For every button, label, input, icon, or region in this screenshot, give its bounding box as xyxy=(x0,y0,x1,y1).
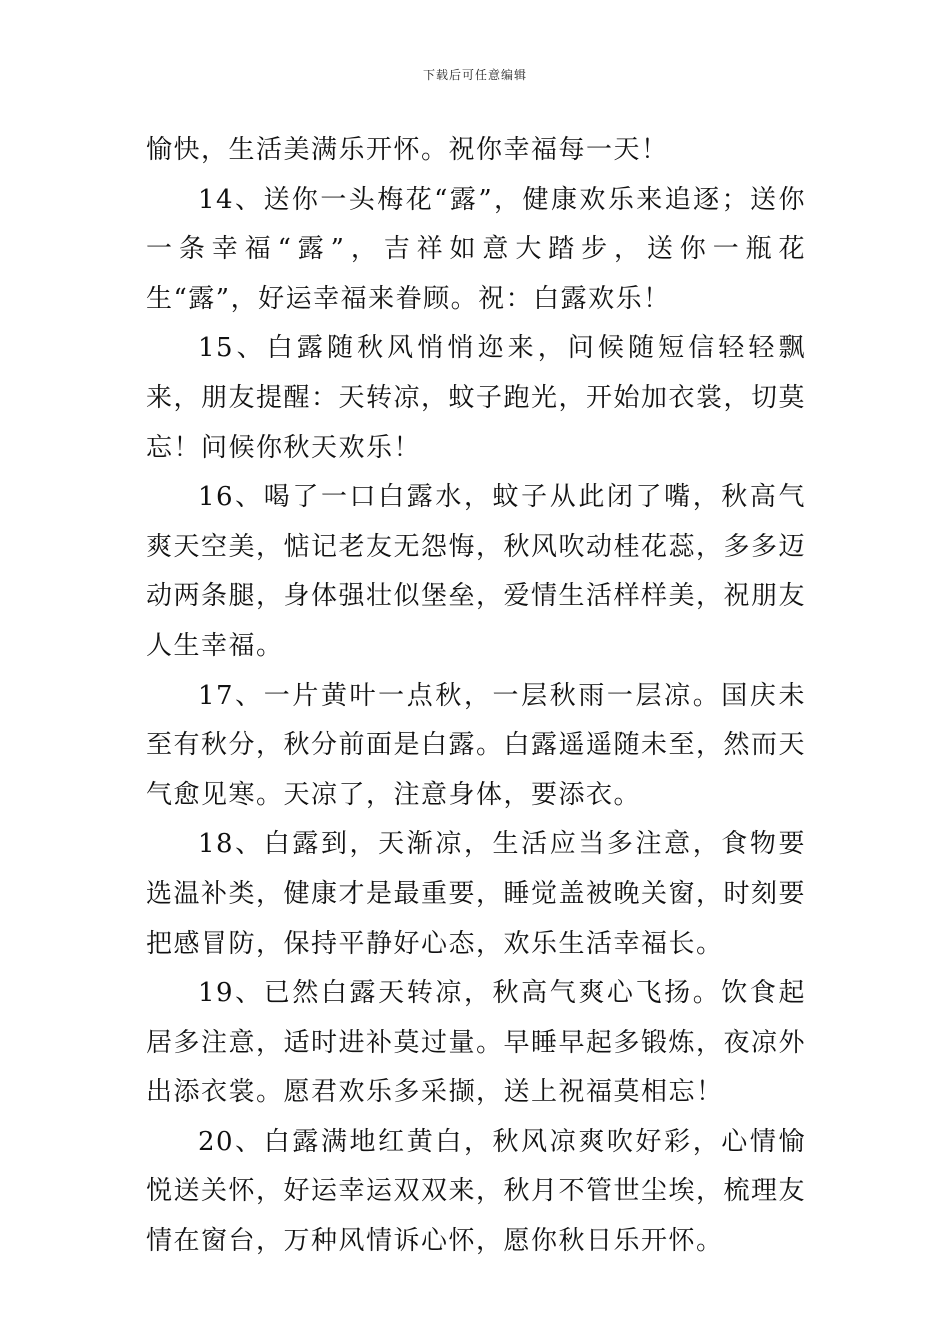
paragraph-item-16: 16、喝了一口白露水，蚊子从此闭了嘴，秋高气爽天空美，惦记老友无怨悔，秋风吹动桂花蕊，多多迈动两条腿，身体强壮似堡垒，爱情生活样样美，祝朋友人生幸福。 xyxy=(146,482,807,661)
paragraph-item-20: 20、白露满地红黄白，秋风凉爽吹好彩，心情愉悦送关怀，好运幸运双双来，秋月不管世尘埃，梳理友情在窗台，万种风情诉心怀，愿你秋日乐开怀。 xyxy=(146,1126,807,1257)
paragraph-continuation: 愉快，生活美满乐开怀。祝你幸福每一天！ xyxy=(146,135,669,165)
document-body xyxy=(146,126,806,1267)
paragraph-item-14: 14、送你一头梅花“露”，健康欢乐来追逐；送你一条幸福“露”，吉祥如意大踏步，送你一瓶花生“露”，好运幸福来眷顾。祝：白露欢乐！ xyxy=(146,184,806,314)
paragraph-item-18: 18、白露到，天渐凉，生活应当多注意，食物要选温补类，健康才是最重要，睡觉盖被晚关窗，时刻要把感冒防，保持平静好心态，欢乐生活幸福长。 xyxy=(146,829,807,959)
paragraph-item-15: 15、白露随秋风悄悄迩来，问候随短信轻轻飘来，朋友提醒：天转凉，蚊子跑光，开始加衣裳，切莫忘！问候你秋天欢乐！ xyxy=(146,333,807,463)
paragraph-item-19: 19、已然白露天转凉，秋高气爽心飞扬。饮食起居多注意，适时进补莫过量。早睡早起多锻炼，夜凉外出添衣裳。愿君欢乐多采撷，送上祝福莫相忘！ xyxy=(146,978,807,1108)
paragraph-item-17: 17、一片黄叶一点秋，一层秋雨一层凉。国庆未至有秋分，秋分前面是白露。白露遥遥随未至，然而天气愈见寒。天凉了，注意身体，要添衣。 xyxy=(146,680,807,810)
page-header: 下载后可任意编辑 xyxy=(422,68,527,82)
